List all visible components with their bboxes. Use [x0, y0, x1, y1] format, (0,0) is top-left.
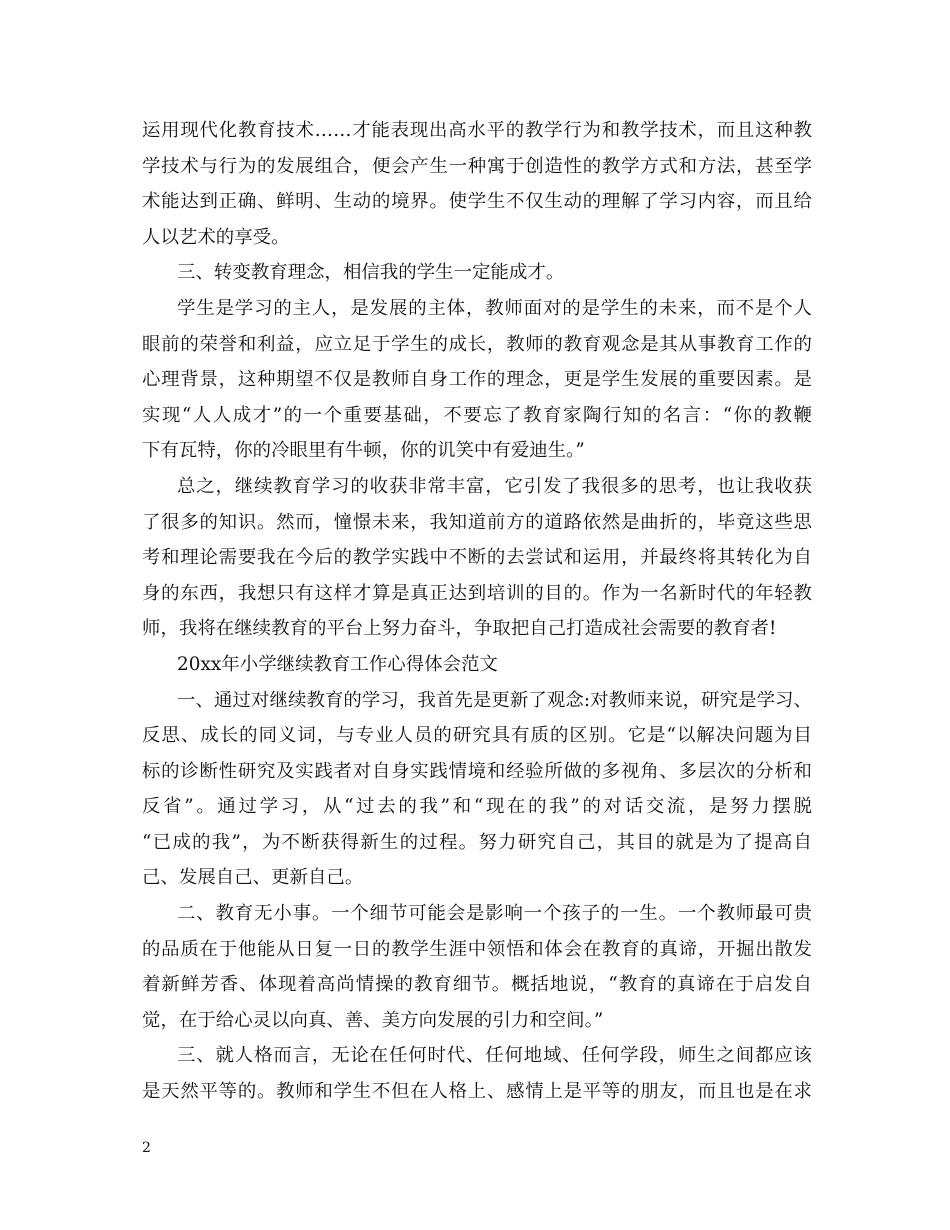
text-line: “已成的我”，为不断获得新生的过程。努力研究自己，其目的就是为了提高自 [142, 831, 812, 853]
text-line: 着新鲜芳香、体现着高尚情操的教育细节。概括地说，“教育的真谛在于启发自 [142, 974, 812, 996]
text-line: 的品质在于他能从日复一日的教学生涯中领悟和体会在教育的真谛，开掘出散发 [142, 938, 812, 960]
text-line: 20xx年小学继续教育工作心得体会范文 [177, 653, 498, 675]
text-line: 觉，在于给心灵以向真、善、美方向发展的引力和空间。” [142, 1009, 604, 1031]
text-line: 运用现代化教育技术……才能表现出高水平的教学行为和教学技术，而且这种教 [142, 120, 812, 141]
text-line: 一、通过对继续教育的学习，我首先是更新了观念:对教师来说，研究是学习、 [177, 689, 812, 711]
text-line: 标的诊断性研究及实践者对自身实践情境和经验所做的多视角、多层次的分析和 [142, 760, 812, 782]
text-line: 是天然平等的。教师和学生不但在人格上、感情上是平等的朋友，而且也是在求 [142, 1081, 812, 1103]
page-number: 2 [142, 1140, 151, 1156]
text-line: 术能达到正确、鲜明、生动的境界。使学生不仅生动的理解了学习内容，而且给 [142, 191, 812, 213]
text-line: 考和理论需要我在今后的教学实践中不断的去尝试和运用，并最终将其转化为自 [142, 547, 812, 569]
text-line: 身的东西，我想只有这样才算是真正达到培训的目的。作为一名新时代的年轻教 [142, 582, 812, 604]
text-line: 人以艺术的享受。 [142, 226, 290, 248]
text-line: 总之，继续教育学习的收获非常丰富，它引发了我很多的思考，也让我收获 [177, 475, 812, 497]
text-line: 师，我将在继续教育的平台上努力奋斗，争取把自己打造成社会需要的教育者! [142, 618, 777, 640]
text-line: 学技术与行为的发展组合，便会产生一种寓于创造性的教学方式和方法，甚至学 [142, 155, 812, 177]
text-line: 反思、成长的同义词，与专业人员的研究具有质的区别。它是“以解决问题为目 [142, 725, 812, 747]
text-line: 心理背景，这种期望不仅是教师自身工作的理念，更是学生发展的重要因素。是 [142, 369, 812, 391]
text-line: 三、转变教育理念，相信我的学生一定能成才。 [177, 262, 565, 284]
text-line: 眼前的荣誉和利益，应立足于学生的成长，教师的教育观念是其从事教育工作的 [142, 333, 812, 355]
text-line: 己、发展自己、更新自己。 [142, 867, 364, 889]
text-line: 学生是学习的主人，是发展的主体，教师面对的是学生的未来，而不是个人 [177, 297, 812, 319]
text-line: 二、教育无小事。一个细节可能会是影响一个孩子的一生。一个教师最可贵 [177, 903, 812, 925]
text-line: 下有瓦特，你的冷眼里有牛顿，你的讥笑中有爱迪生。” [142, 440, 585, 462]
text-line: 反省”。通过学习，从“过去的我”和“现在的我”的对话交流，是努力摆脱 [142, 796, 812, 818]
document-body [142, 113, 812, 1110]
text-line: 了很多的知识。然而，憧憬未来，我知道前方的道路依然是曲折的，毕竟这些思 [142, 511, 812, 533]
text-line: 三、就人格而言，无论在任何时代、任何地域、任何学段，师生之间都应该 [177, 1045, 812, 1067]
text-line: 实现“人人成才”的一个重要基础，不要忘了教育家陶行知的名言：“你的教鞭 [142, 404, 812, 426]
